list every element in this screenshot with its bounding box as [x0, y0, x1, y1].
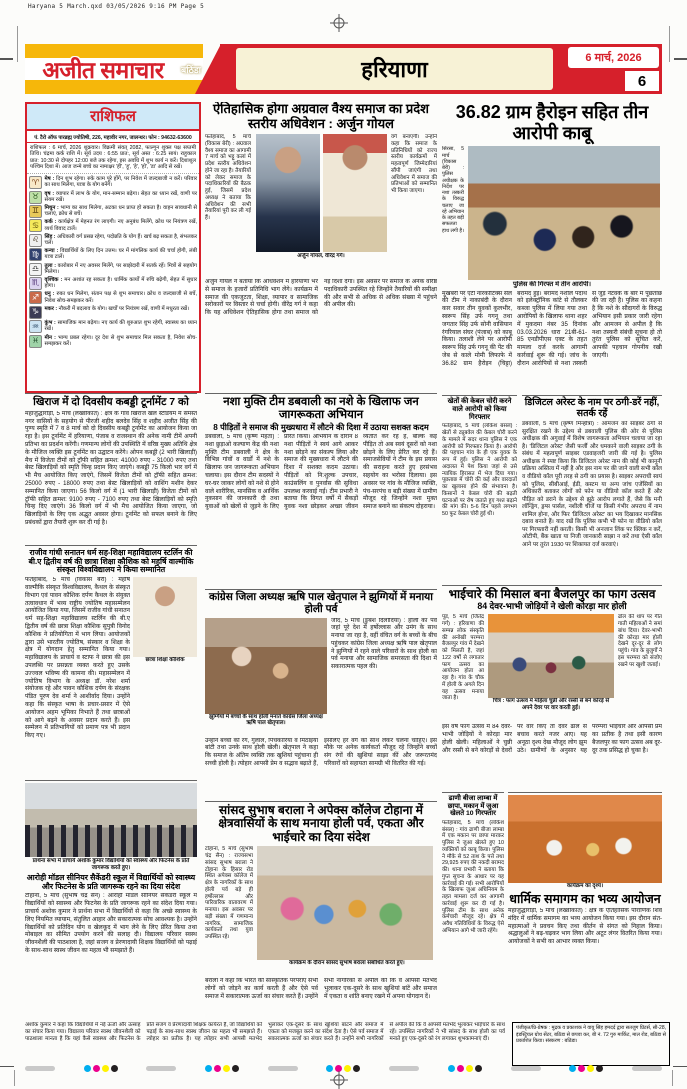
fag-headline: भाईचारे की मिसाल बना बैजलपुर का फाग उत्सव	[448, 587, 656, 601]
nasha-subhead: 8 पीड़ितों ने समाज की मुख्यधारा में लौटने की दिशा में उठाया सशक्त कदम	[213, 422, 429, 432]
horoscope-sign-text: वृष : व्यापार में लाभ के योग, मान-सम्मान बढ़ेगा। सेहत का ध्यान रखें, वाणी पर संयम रखें।	[45, 191, 198, 204]
photo-arjun-goyal	[256, 134, 320, 252]
horoscope-sign-row	[29, 335, 197, 348]
section-title: हरियाणा	[236, 48, 553, 90]
college-photo-caption: छात्रा शिक्षा कौशिक	[145, 657, 185, 664]
horoscope-sign-text: मेष : दिन शुभ रहेगा। रुके काम पूरे होंगे, पर निवेश में जल्दबाजी न करें। परिवार का साथ मिलेगा, यात्रा के योग बनेंगे।	[45, 176, 198, 189]
horoscope-title: राशिफल	[27, 104, 199, 131]
horoscope-box	[25, 102, 201, 393]
horoscope-sign-row	[29, 219, 197, 232]
dharmik-photo-caption: कार्यक्रम का दृश्य।	[566, 883, 604, 889]
cmyk-dot-group	[84, 1065, 118, 1072]
horoscope-sign-row	[29, 291, 197, 304]
fag-body-bottom: इस वर्ष फाग उत्सव में 84 देवर-भाभी जोड़ियों ने कोरड़ा मार होली खेली। महिलाओं ने चुन्नी और रस्सी से बने कोरड़ों से देवरों पर वार किए तो देवर ढाल से बचाव करते नजर आए। यह अनूठा दृश्य देख मौजूद लोग झूम उठे। ग्रामीणों के अनुसार यह परम्परा भाईचारे और आपसी प्रेम का प्रतीक है तथा इसी कारण बैजलपुर का फाग उत्सव अब दूर-दूर तक प्रसिद्ध हो चुका है।	[442, 724, 662, 754]
photo-school-assembly	[25, 783, 197, 857]
horoscope-sign-row	[29, 176, 197, 189]
article-fag-utsav	[442, 585, 662, 792]
dharmik-headline: धार्मिक समागम का भव्य आयोजन	[509, 891, 661, 906]
zodiac-icon: ♎	[29, 263, 42, 276]
article-college-honor	[25, 545, 197, 779]
zodiac-icon: ♏	[29, 277, 42, 290]
nasha-body: डबवाली, 5 मार्च (कृष्ण मेहता) : नशा छुड़ाओ कल्याण केंद्र की नशा मुक्ति टीम डबवाली ने क्षेत्र के विभिन्न गांवों व वार्डों में नशे के खिलाफ जन जागरूकता अभियान चलाया। इस दौरान टीम सदस्यों ने घर-घर जाकर लोगों को नशे से होने वाले शारीरिक, मानसिक व आर्थिक नुकसान की जानकारी दी तथा युवाओं को खेलों से जुड़ने के लिए प्रेरित किया। अभियान के दौरान 8 नशा पीड़ितों ने स्वयं आगे आकर नशा छोड़ने का संकल्प लिया और समाज की मुख्यधारा में लौटने की दिशा में सशक्त कदम उठाया। पीड़ितों को नि:शुल्क उपचार, काउंसलिंग व पुनर्वास की सुविधा उपलब्ध करवाई गई। टीम प्रभारी ने बताया कि विगत वर्षों में सैकड़ों युवक नशा छोड़कर अच्छा जीवन व्यतीत कर रहे हैं, बल्कि कई पीड़ित तो अब स्वयं दूसरों को नशा छोड़ने के लिए प्रेरित कर रहे हैं। समाजसेवियों ने टीम के इस प्रयास की सराहना करते हुए हरसंभव सहयोग का भरोसा दिलाया। इस अवसर पर गांव के मौजिज व्यक्ति, पंच-सरपंच व बड़ी संख्या में ग्रामीण मौजूद रहे जिन्होंने नशा मुक्त समाज बनाने का संकल्प दोहराया।	[205, 433, 437, 511]
agrawal-body-right: वर्ग बनाएगी। उन्होंने कहा कि समाज के प्रतिनिधियों को राज्य स्तरीय कार्यक्रमों में महत्वपूर्ण जिम्मेदारियां सौंपी जाएंगी तथा अधिवेशन में समाज की प्रतिभाओं को सम्मानित भी किया जाएगा।	[391, 134, 437, 195]
crop-corner-bottom-right	[672, 1070, 673, 1086]
zodiac-icon: ♒	[29, 320, 42, 333]
fag-subhead: 84 देवर-भाभी जोड़ियों ने खेली कोरड़ा मार होली	[477, 601, 627, 612]
sansad-photo-caption: कार्यक्रम के दौरान सांसद सुभाष बराला संबोधित करते हुए।	[289, 960, 405, 967]
photo-student-portrait	[133, 577, 197, 657]
college-body: फतेहाबाद, 5 मार्च (विकास बेरी) : महर्षि वाल्मीकि संस्कृत विश्वविद्यालय, कैथल के संस्कृत विभाग एवं पावन कौशिक दर्पण कैथल के संयुक्त तत्वावधान में भव्य राष्ट्रीय ज्योतिष महासम्मेलन आयोजित किया गया, जिसमें राजीव गांधी सनातन धर्म सह-शिक्षा महाविद्यालय स्टर्लिन की बी.ए द्वितीय वर्ष की छात्रा शिक्षा कौशिक सुपुत्री विनोद कौशिक ने प्रतियोगिता में भाग लिया। आयोजकों द्वारा उसे भारतीय ज्योतिष, संस्कार व शिक्षा के क्षेत्र में योगदान हेतु सम्मानित किया गया। महाविद्यालय के प्राचार्य व स्टाफ ने छात्रा की इस उपलब्धि पर प्रसन्नता व्यक्त करते हुए उसके उज्ज्वल भविष्य की कामना की। महासम्मेलन में ज्योतिष विभाग के अध्यक्ष डॉ. नरेश शर्मा संयोजक रहे और पावन कौशिक दर्पण के संरक्षक पंडित पूरण देव शर्मा ने आशीर्वाद दिया। उन्होंने कहा कि संस्कृत भाषा के प्रचार-प्रसार में ऐसे आयोजन अहम भूमिका निभाते हैं तथा छात्राओं को आगे बढ़ने के अवसर प्रदान करते हैं। इस सम्मेलन में प्रतिभागियों को प्रमाण पत्र भी प्रदान किए गए।	[25, 577, 130, 740]
congress-headline: कांग्रेस जिला अध्यक्ष ऋषि पाल खेतृपाल ने झुग्गियों में मनाया होली पर्व	[209, 591, 433, 615]
school-photo-caption: प्रार्थना सभा में प्राचार्य अशोक कुमार विद्यार्थियों को स्वास्थ्य और फिटनेस के प्रति जागरूक करते हुए।	[32, 858, 190, 871]
zodiac-icon: ♌	[29, 234, 42, 247]
heroin-headline: 36.82 ग्राम हैरोइन सहित तीन आरोपी काबू	[455, 102, 649, 143]
heroin-body-left: सिरसा, 5 मार्च (विकास बेरी) : पुलिस अधीक्षक के निर्देश पर नशा तस्करी के विरुद्ध चलाए जा रहे अभियान के तहत बड़ी सफलता हाथ लगी है।	[442, 146, 464, 234]
congress-body-bottom: उन्होंने बच्चों को रंग, गुलाल, पिचकारियां व मिठाइयां बांटी तथा उनके साथ होली खेली। खेतृपाल ने कहा कि समाज के अंतिम व्यक्ति तक खुशियां पहुंचाना ही सच्ची होली है। त्योहार आपसी प्रेम व सद्भाव बढ़ाते हैं, इसलिए हर वर्ग को साथ लेकर चलना चाहिए। इस मौके पर अनेक कार्यकर्ता मौजूद रहे जिन्होंने बच्चों संग रंगों की खुशियां साझा कीं और जरूरतमंद परिवारों को सहायता सामग्री भी वितरित की गई।	[205, 737, 437, 767]
crop-mark-right	[669, 26, 670, 62]
edition-label: बठिंडा	[181, 65, 201, 75]
school-headline: आरोही मॉडल सीनियर सैकेंडरी स्कूल में विद्यार्थियों को स्वास्थ्य और फिटनेस के प्रति जागरूक रहने का दिया संदेश	[26, 872, 196, 891]
agrawal-body-left: फतेहाबाद, 5 मार्च (विकास बेरी) : अग्रवाल वैश्य समाज का आगामी 7 मार्च को भट्टू कलां में प्रदेश स्तरीय अधिवेशन होने जा रहा है। तैयारियों को लेकर समाज के पदाधिकारियों की बैठक हुई, जिसमें प्रदेश अध्यक्ष ने बताया कि अधिवेशन की सभी तैयारियां पूरी कर ली गई हैं।	[205, 134, 251, 222]
horoscope-sign-text: धनु : रुका धन मिलेगा, संतान पक्ष से शुभ समाचार। क्रोध व जल्दबाजी से बचें, निवेश सोच-समझकर करें।	[45, 291, 198, 304]
photo-dharmik-samagam	[508, 795, 662, 883]
kabaddi-body: महाजुद्धारोड़ी, 5 मार्च (लख्वीकांत) : क्षेत्र के गांव खिराज खेल स्टेडियम में समस्त नगर वासियों के सहयोग से पीरजी शहीद बलदेव सिंह व शहीद अजीत सिंह की पुण्य स्मृति में 7 व 8 मार्च को दो दिवसीय कबड्डी टूर्नामेंट का आयोजन किया जा रहा है। इस टूर्नामेंट में हरियाणा, पंजाब व राजस्थान की अनेक नामी टीमें अपनी प्रतिभा का प्रदर्शन करेंगी। गणमान्य लोगों की उपस्थिति में वरिष्ठ मुख्य अतिथि क्षेत्र के मौजिज व्यक्ति इस टूर्नामेंट का उद्घाटन करेंगे। ओपन कबड्डी (2 भारी खिलाड़ी) मैच में विजेता टीमों को ट्रॉफी सहित क्रमश: 41000 रुपए - 31000 रुपए तथा बेस्ट खिलाड़ियों को स्मृति चिन्ह प्रदान किए जाएंगे। कबड्डी 75 किलो भार वर्ग में भी मैच आयोजित किए जाएंगे, जिसमें विजेता टीमों को ट्रॉफी सहित क्रमश: 25000 रुपए - 18000 रुपए तथा बेस्ट खिलाड़ियों को वाशिंग मशीन देकर सम्मानित किया जाएगा। 56 किलो वर्ग में (1 भारी खिलाड़ी) विजेता टीमों को ट्रॉफी सहित क्रमश: 9100 रुपए - 7100 रुपए तथा बेस्ट खिलाड़ियों को स्मृति चिन्ह दिए जाएंगे। 36 किलो वर्ग में भी मैच आयोजित किया जाएगा, जो खिलाड़ियों के लिए एक अद्भुत अवसर होगा। टूर्नामेंट को सफल बनाने के लिए प्रबंधकों द्वारा तैयारी शुरू कर दी गई है।	[25, 410, 197, 526]
registration-mark-bottom	[330, 1071, 348, 1089]
photo-sansad-holi	[257, 846, 433, 960]
article-school	[25, 780, 197, 1021]
horoscope-sign-text: मीन : भाग्य प्रबल रहेगा। दूर देश से शुभ समाचार मिल सकता है, निवेश सोच-समझकर करें।	[45, 335, 198, 348]
registration-mark-top	[330, 14, 348, 32]
horoscope-sign-row	[29, 320, 197, 333]
gambling-headline: ढाणी बीजा लाम्बा में छापा, मकान में जुआ खेलते 10 गिरफ्तार	[447, 795, 499, 818]
horoscope-sign-row	[29, 205, 197, 218]
fag-photo-caption: चित्र : फाग उत्सव में महिला चुन्नी और रस्सी से बने कोरड़े से अपने देवर पर वार करती हुई।	[492, 698, 610, 712]
crop-mark-left	[17, 26, 18, 62]
horoscope-sign-row	[29, 263, 197, 276]
horoscope-sign-text: मकर : नौकरी में बदलाव के योग। खर्चों पर नियंत्रण रखें, वाणी में मधुरता रखें।	[45, 306, 198, 312]
photo-congress-holi	[205, 618, 327, 714]
crop-dash-bottom-right	[673, 1066, 687, 1067]
page-number: 6	[625, 71, 659, 91]
fag-body-right: ढोल की थाप पर गीत गाती महिलाओं ने समां बांध दिया। देवर-भाभी की कोरड़ा मार होली देखने दूर-दूर से लोग पहुंचे। गांव के बुजुर्गों ने इस परम्परा को संजोए रखने पर खुशी जताई।	[618, 614, 662, 668]
school-body: टोहाना, 5 मार्च (सुभाष चंद्र सैन) : आरोही मॉडल सीनियर सैकेंडरी स्कूल में विद्यार्थियों को स्वास्थ्य और फिटनेस के प्रति जागरूक रहने का संदेश दिया गया। प्राचार्य अशोक कुमार ने प्रार्थना सभा में विद्यार्थियों से कहा कि अच्छे स्वास्थ्य के लिए नियमित व्यायाम, संतुलित आहार और सकारात्मक सोच आवश्यक है। उन्होंने विद्यार्थियों को प्रतिदिन योग व खेलकूद में भाग लेने के लिए प्रेरित किया तथा मोबाइल का सीमित उपयोग करने की सलाह दी। विद्यालय परिवार स्वस्थ जीवनशैली की पाठशाला है, जहां सजग व प्रेरणादायी शिक्षक विद्यार्थियों को पढ़ाई के साथ-साथ स्वस्थ जीवन का महत्व भी समझाते हैं।	[25, 893, 197, 954]
gambling-body: फतेहाबाद, 5 मार्च (लोकेश बंसल) : गांव ढाणी बीजा लाम्बा में एक मकान पर छापा मारकर पुलिस ने जुआ खेलते हुए 10 व्यक्तियों को काबू किया। पुलिस ने मौके से 52 ताश के पत्ते तथा 29,925 रुपए की नकदी बरामद की। थाना प्रभारी ने बताया कि गुप्त सूचना के आधार पर यह कार्रवाई की गई। सभी आरोपियों के खिलाफ जुआ अधिनियम के तहत मामला दर्ज कर आगामी कार्रवाई शुरू कर दी गई है। पुलिस टीम के साथ अनेक कर्मचारी मौजूद रहे। क्षेत्र में अवैध गतिविधियों के विरुद्ध ऐसे अभियान आगे भी जारी रहेंगे।	[442, 819, 504, 934]
zodiac-icon: ♊	[29, 205, 42, 218]
digital-headline: डिजिटल अरेस्ट के नाम पर ठगी-डरें नहीं, सतर्क रहें	[524, 397, 660, 419]
zodiac-icon: ♑	[29, 306, 42, 319]
agrawal-photo-caption: अर्जुन गोयल, वीरेंद्र गर्ग।	[297, 253, 345, 260]
zodiac-icon: ♋	[29, 219, 42, 232]
horoscope-sign-row	[29, 234, 197, 247]
congress-photo-caption: झुग्गियों में बच्चों के साथ होली मनाते कांग्रेस जिला अध्यक्ष ऋषि पाल खेतृपाल।	[209, 713, 323, 727]
kabaddi-headline: खिराज में दो दिवसीय कबड्डी टूर्नामेंट 7 को	[33, 396, 189, 408]
article-heroin	[442, 102, 662, 392]
crop-dash-left	[0, 58, 13, 60]
article-sansad-holi	[205, 801, 437, 1021]
imprint-box: पंजीकृत/प्रि-प्रेषक : मुद्रक व प्रकाशक ने वायु सिंह हमदर्द द्वारा सतजुग प्रिंटर्स, सी-28, इंडस्ट्रियल ग्रोथ सेंटर, बठिंडा से छपवा कर, बी नं. 72 गुरु मार्किट, माल रोड, बठिंडा से प्रकाशित किया। संस्करण : बठिंडा।	[512, 1022, 670, 1066]
zodiac-icon: ♉	[29, 191, 42, 204]
heroin-body: मुखबरी पर एंटी नारकोटिक्स सेल की टीम ने नाकाबंदी के दौरान कार सवार तीन युवकों कुलभीर, स्वरूप सिंह उर्फ गगनू तथा जगतार सिंह उर्फ सोनी वासियान रंगरियाल संघर (पंजाब) को काबू किया। तलाशी लेने पर आरोपी स्वरूप सिंह उर्फ गगनू की पेंट की जेब से काले मोमी लिफाफे में 36.82 ग्राम हैरोइन (चिट्टा) बरामद हुई। बरामद नशीले पदार्थ को इलेक्ट्रॉनिक कांटे से तौलकर कब्जा पुलिस में लिया गया तथा आरोपियों के खिलाफ थाना शहर में मुकदमा नंबर 35 दिनांक 03.03.2026 धारा 21बी-61-85 एनडीपीएस एक्ट के तहत मामला दर्ज करके आगामी कार्रवाई शुरू की गई। जांच के दौरान आरोपियों से नशा तस्करी से जुड़े नेटवर्क के बारे में पूछताछ की जा रही है। पुलिस का कहना है कि नशे के सौदागरों के विरुद्ध अभियान इसी प्रकार जारी रहेगा और आमजन से अपील है कि नशा तस्करी संबंधी सूचना हो तो तुरंत पुलिस को सूचित करें, आपकी पहचान गोपनीय रखी जाएगी।	[442, 290, 662, 367]
fag-photo-block	[488, 614, 614, 722]
article-agrawal	[205, 102, 437, 389]
horoscope-intro: राशिफल : 6 मार्च, 2026 शुक्रवार। विक्रमी संवत् 2082, फाल्गुन शुक्ल पक्ष सप्तमी तिथि। चंद्रमा कर्क राशि में। सूर्य उदय : 6:55 प्रात:, सूर्य अस्त : 6:25 सायं। राहुकाल प्रात: 10:30 से दोपहर 12:00 बजे तक रहेगा, इस अवधि में शुभ कार्य न करें। दिशाशूल पश्चिम दिशा में। आज जन्मे बच्चे का नामाक्षर 'ही', 'हू', 'हे', 'हो', 'डा' आदि से रखें।	[27, 143, 199, 174]
horoscope-sign-text: तुला : कारोबार में नए अवसर मिलेंगे, पर साझेदारी में सतर्क रहें। मित्रों से सहयोग मिलेगा।	[45, 263, 198, 276]
article-dharmik	[508, 792, 662, 1021]
horoscope-sign-list	[27, 174, 199, 391]
printer-slug: Haryana 5 March.qxd 03/05/2026 9:16 PM Page 5	[28, 3, 205, 10]
paper-name: अजीत समाचार	[42, 57, 164, 83]
cable-body: फतेहाबाद, 5 मार्च (लोकेश बंसल) : खेतों से ट्यूबवेल की केबल चोरी करने के मामले में सदर थाना पुलिस ने एक आरोपी को गिरफ्तार किया है। आरोपी की पहचान गांव के ही एक युवक के रूप में हुई। पुलिस ने आरोपी को अदालत में पेश किया जहां से उसे न्यायिक हिरासत में भेज दिया गया। पूछताछ में चोरी की कई और वारदातों का खुलासा होने की संभावना है। किसानों ने केबल चोरी की बढ़ती घटनाओं पर रोष जताते हुए गश्त बढ़ाने की मांग की। 5-6 दिन पहले लगभग 50 फुट केबल चोरी हुई थी।	[442, 423, 517, 518]
article-nasha-mukti	[205, 393, 437, 588]
crop-dash-bottom-left	[0, 1066, 14, 1067]
horoscope-sign-text: मिथुन : भाग्य का साथ मिलेगा, अटका धन प्राप्त हो सकता है। वाहन सावधानी से चलाएं, क्रोध से बचें।	[45, 205, 198, 218]
article-kabaddi	[25, 393, 197, 544]
masthead	[25, 44, 662, 94]
cmyk-dot-group	[569, 1065, 603, 1072]
sansad-body-left: टोहाना, 5 मार्च (सुभाष चंद्र सैन) : राज्यसभा सांसद सुभाष बराला ने टोहाना के हिसार रोड स्थित अपेक्स कॉलेज में क्षेत्र के नागरिकों के साथ होली पर्व बड़े ही हर्षोल्लास और पारिवारिक वातावरण में मनाया। इस अवसर पर बड़ी संख्या में गणमान्य नागरिक, सामाजिक कार्यकर्ता तथा युवा उपस्थित रहे।	[205, 846, 253, 941]
date-label: 6 मार्च, 2026	[568, 47, 659, 68]
sansad-headline: सांसद सुभाष बराला ने अपेक्स कॉलेज टोहाना में क्षेत्रवासियों के साथ मनाया होली पर्व, एकता और भाईचारे का दिया संदेश	[218, 803, 424, 844]
date-box	[565, 44, 662, 94]
horoscope-sign-row	[29, 277, 197, 290]
horoscope-sign-row	[29, 306, 197, 319]
article-cable-theft	[442, 395, 517, 585]
cable-headline: खेतों की केबल चोरी करने वाले आरोपी को किया गिरफ्तार	[447, 398, 512, 421]
cmyk-dot-group	[448, 1065, 482, 1072]
agrawal-photo-block	[255, 134, 387, 276]
bottom-continuation-text: अशोक कुमार ने कहा कि विद्यार्थियों में नई ऊर्जा और उत्साह का संचार किया गया। विद्यालय परिवार स्वस्थ जीवनशैली को पाठशाला मानता है कि यहां कैसे स्वास्थ्य और फिटनेस के प्रति सजग व प्रेरणादायी शिक्षक कार्यरत हैं, जो विद्यार्थियों को पढ़ाई के साथ-साथ स्वस्थ जीवन का महत्व भी समझाते हैं। त्योहार का प्रतीक है। यह त्योहार सभी आपसी मतभेद भुलाकर एक-दूसरे के साथ खुशियां बांटने और समाज में एकता को मजबूत करने का संदेश देता है। ऐसे पर्व समाज में सकारात्मक ऊर्जा का संचार करते हैं। उन्होंने सभी नागरिकों से अपील की कि वे आपसी मतभेद भुलाकर भाईचारे के साथ रहें। उपस्थित नागरिकों ने भी सांसद के साथ होली का पर्व मनाते हुए एक-दूसरे को रंग लगाकर शुभकामनाएं दीं।	[25, 1022, 505, 1042]
horoscope-contact: पं. टैरो ऑफ पारब्रह्म ज्योतिषी, 226, महावीर नगर, जालन्धर। फोन : 94632-63600	[27, 131, 199, 143]
horoscope-sign-text: वृश्चिक : मन अशांत रह सकता है। धार्मिक कार्यों में रुचि बढ़ेगी, सेहत में सुधार होगा।	[45, 277, 198, 290]
horoscope-sign-text: कर्क : कार्यक्षेत्र में मेहनत रंग लाएगी। नए अनुबंध मिलेंगे, क्रोध पर नियंत्रण रखें, व्यर्थ विवाद टालें।	[45, 219, 198, 232]
article-gambling-raid	[442, 792, 504, 1021]
agrawal-body-bottom: अर्जुन गोयल ने बताया कि अधिवेशन में हरियाणा भर से समाज के हजारों प्रतिनिधि भाग लेंगे। कार्यक्रम में समाज की एकजुटता, शिक्षा, व्यापार व सामाजिक सरोकारों पर विस्तार से चर्चा होगी। वीरेंद्र गर्ग ने कहा कि यह अधिवेशन ऐतिहासिक होगा तथा समाज को नई दिशा देगा। इस अवसर पर समाज के अनेक वरिष्ठ पदाधिकारी उपस्थित रहे जिन्होंने तैयारियों की समीक्षा की और सभी से अधिक से अधिक संख्या में पहुंचने की अपील की।	[205, 279, 437, 317]
digital-body: डबवाली, 5 मार्च (कृष्ण मिन्होत्रा) : आमजन को साइबर ठगों से सुरक्षित रखने के उद्देश्य से डबवाली पुलिस की ओर से पुलिस अधीक्षक की अगुवाई में विशेष जागरूकता अभियान चलाया जा रहा है। 'डिजिटल अरेस्ट' जैसी फर्जी और धमकाने वाली साइबर ठगी के संबंध में महत्वपूर्ण साइबर एडवाइजरी जारी की गई है। पुलिस अधीक्षक ने स्पष्ट किया कि डिजिटल अरेस्ट नाम की कोई भी कानूनी प्रक्रिया अस्तित्व में नहीं है और इस नाम पर की जाने वाली सभी कॉल व वीडियो कॉल पूरी तरह से ठगी का प्रयास है। साइबर अपराधी स्वयं को पुलिस, सीबीआई, ईडी, कस्टम या अन्य जांच एजेंसियों का अधिकारी बताकर लोगों को फोन या वीडियो कॉल करते हैं और पीड़ित को डराने के उद्देश्य से झूठे आरोप लगाते हैं, जैसे कि मनी लॉन्ड्रिंग, ड्रग्स पार्सल, नशीली चीजें या किसी गंभीर अपराध में नाम शामिल होना, और फिर 'डिजिटल अरेस्ट' का भय दिखाकर मानसिक दबाव बनाते हैं। याद रखें कि पुलिस कभी भी फोन या वीडियो कॉल पर गिरफ्तारी नहीं करती। किसी भी अनजान लिंक पर क्लिक न करें, ओटीपी, बैंक खाता या निजी जानकारी साझा न करें तथा ऐसी कॉल आने पर तुरंत 1930 पर शिकायत दर्ज करवाएं।	[522, 421, 662, 548]
nasha-headline: नशा मुक्ति टीम डबवाली का नशे के खिलाफ जन जागरूकता अभियान	[223, 396, 419, 421]
congress-photo-block	[205, 618, 327, 736]
cmyk-dot-group	[205, 1065, 239, 1072]
zodiac-icon: ♓	[29, 335, 42, 348]
sansad-photo-block	[257, 846, 437, 976]
photo-heroin-arrest	[468, 146, 660, 280]
photo-virender-garg	[323, 134, 387, 252]
zodiac-icon: ♐	[29, 291, 42, 304]
horoscope-sign-text: कन्या : विद्यार्थियों के लिए दिन उत्तम। घर में मांगलिक कार्य की चर्चा होगी, लंबी यात्रा टालें।	[45, 248, 198, 261]
dharmik-body: महाजुद्धारोड़ी, 5 मार्च (लख्वीकांत) : क्षेत्र के ऐतिहासिक पौराणिक शिव मंदिर में धार्मिक समागम का भव्य आयोजन किया गया। इस दौरान संत-महात्माओं ने प्रवचन किए तथा कीर्तन से संगत को निहाल किया। श्रद्धालुओं ने बढ़-चढ़कर भाग लिया और अटूट लंगर वितरित किया गया। आयोजकों ने सभी का आभार व्यक्त किया।	[508, 907, 662, 946]
crop-corner-bottom-left	[14, 1070, 15, 1086]
zodiac-icon: ♍	[29, 248, 42, 261]
article-congress-holi	[205, 589, 437, 800]
article-digital-arrest	[522, 395, 662, 585]
horoscope-sign-text: सिंह : अधिकारी वर्ग प्रसन्न रहेगा, पदोन्नति के योग हैं। खर्च बढ़ सकता है, संभलकर चलें।	[45, 234, 198, 247]
agrawal-headline: ऐतिहासिक होगा अग्रवाल वैश्य समाज का प्रदेश स्तरीय अधिवेशन : अर्जुन गोयल	[212, 102, 430, 131]
section-band	[220, 44, 565, 94]
heroin-photo-caption: पुलिस की गिरफ्त में तीन आरोपी।	[513, 281, 591, 289]
photo-fag-utsav	[488, 614, 614, 698]
congress-body-side: जींद, 5 मार्च (ङुबेश दिलोदिया) : होली का पर्व जहां पूरे देश में हर्षोल्लास और उमंग के साथ मनाया जा रहा है, वहीं वंचित वर्ग के बच्चों के बीच पहुंचकर कांग्रेस जिला अध्यक्ष ऋषि पाल खेतृपाल ने झुग्गियों में रहने वाले परिवारों के साथ होली का पर्व मनाया और सामाजिक समरसता की दिशा में सकारात्मक पहल की।	[331, 617, 437, 671]
horoscope-sign-row	[29, 248, 197, 261]
zodiac-icon: ♈	[29, 176, 42, 189]
fag-body-left: पूंड, 5 मार्च (जितेंद्र गर्ग) : हरियाणा की सम्पन्न लोक संस्कृति की अनोखी परम्परा बैजलपुर गांव में देखने को मिलती है, जहां 122 वर्षों से लगातार फाग उत्सव का आयोजन होता आ रहा है। गांव के चौक में होली के अगले दिन यह उत्सव मनाया जाता है।	[442, 614, 484, 702]
horoscope-sign-row	[29, 191, 197, 204]
horoscope-sign-text: कुंभ : सामाजिक मान बढ़ेगा। नए कार्य की शुरुआत शुभ रहेगी, स्वास्थ्य का ध्यान रखें।	[45, 320, 198, 333]
college-headline: राजीव गांधी सनातन धर्म सह-शिक्षा महाविद्यालय स्टर्लिन की बी.ए द्वितीय वर्ष की छात्रा शिक्षा कौशिक को महर्षि वाल्मीकि संस्कृत विश्वविद्यालय ने किया सम्मानित	[28, 548, 194, 575]
sansad-body-bottom: बराला ने कहा कि भारत की सांस्कृतिक परंपराएं सभी लोगों को जोड़ने का कार्य करती हैं और ऐसे पर्व समाज में सकारात्मक ऊर्जा का संचार करते हैं। उन्होंने सभी नागरिकों से अपील की कि वे आपसी मतभेद भुलाकर एक-दूसरे के साथ खुशियां बांटें और समाज में एकता व शांति बनाए रखने में अपना योगदान दें।	[205, 978, 437, 1000]
paper-logo-box	[25, 44, 203, 94]
college-photo-block	[133, 577, 197, 664]
crop-dash-right	[674, 58, 687, 60]
